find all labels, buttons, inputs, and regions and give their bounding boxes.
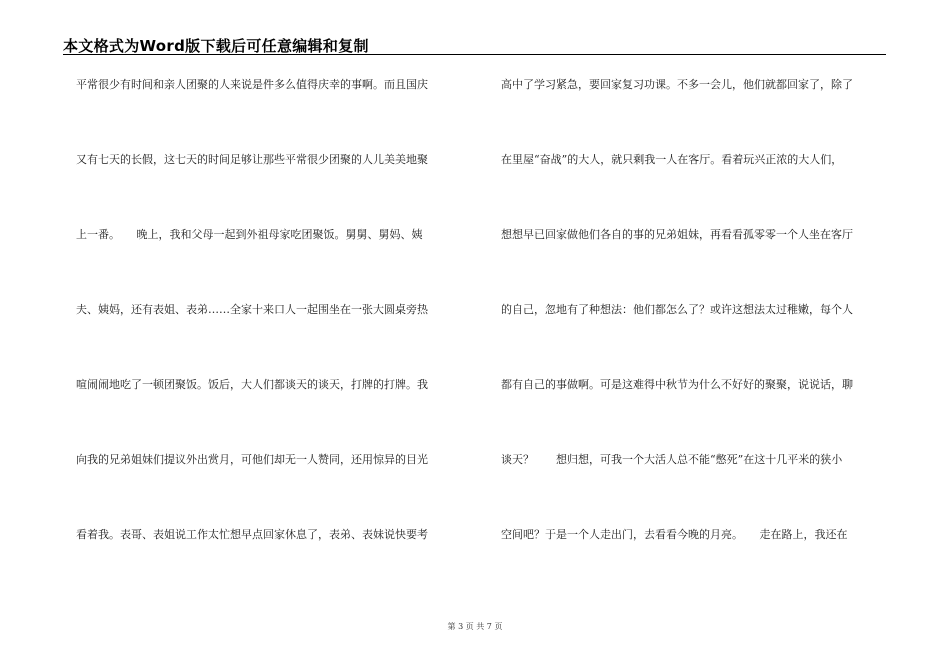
text-line: 平常很少有时间和亲人团聚的人来说是件多么值得庆幸的事啊。而且国庆 [76,78,428,91]
text-line: 看着我。表哥、表姐说工作太忙想早点回家休息了，表弟、表妹说快要考 [76,528,428,541]
text-line: 谈天？ 想归想，可我一个大活人总不能“憋死”在这十几平米的狭小 [501,453,843,466]
text-line: 空间吧？于是一个人走出门，去看看今晚的月亮。 走在路上，我还在 [501,528,848,541]
text-line: 夫、姨妈，还有表姐、表弟……全家十来口人一起围坐在一张大圆桌旁热 [76,303,428,316]
text-line: 上一番。 晚上，我和父母一起到外祖母家吃团聚饭。舅舅、舅妈、姨 [76,228,423,241]
text-line: 都有自己的事做啊。可是这难得中秋节为什么不好好的聚聚，说说话，聊 [501,378,853,391]
text-line: 高中了学习紧急，要回家复习功课。不多一会儿，他们就都回家了，除了 [501,78,853,91]
text-line: 又有七天的长假，这七天的时间足够让那些平常很少团聚的人儿美美地聚 [76,153,428,166]
page-number: 第 3 页 共 7 页 [447,622,503,631]
text-line: 想想早已回家做他们各自的事的兄弟姐妹，再看看孤零零一个人坐在客厅 [501,228,853,241]
text-line: 的自己，忽地有了种想法：他们都怎么了？或许这想法太过稚嫩，每个人 [501,303,853,316]
document-header-title: 本文格式为Word版下载后可任意编辑和复制 [63,37,369,55]
text-line: 在里屋“奋战”的大人，就只剩我一人在客厅。看着玩兴正浓的大人们， [501,153,843,166]
text-line: 喧闹闹地吃了一顿团聚饭。饭后，大人们都谈天的谈天，打牌的打牌。我 [76,378,428,391]
text-line: 向我的兄弟姐妹们提议外出赏月，可他们却无一人赞同，还用惊异的目光 [76,453,428,466]
header-divider [63,54,886,55]
